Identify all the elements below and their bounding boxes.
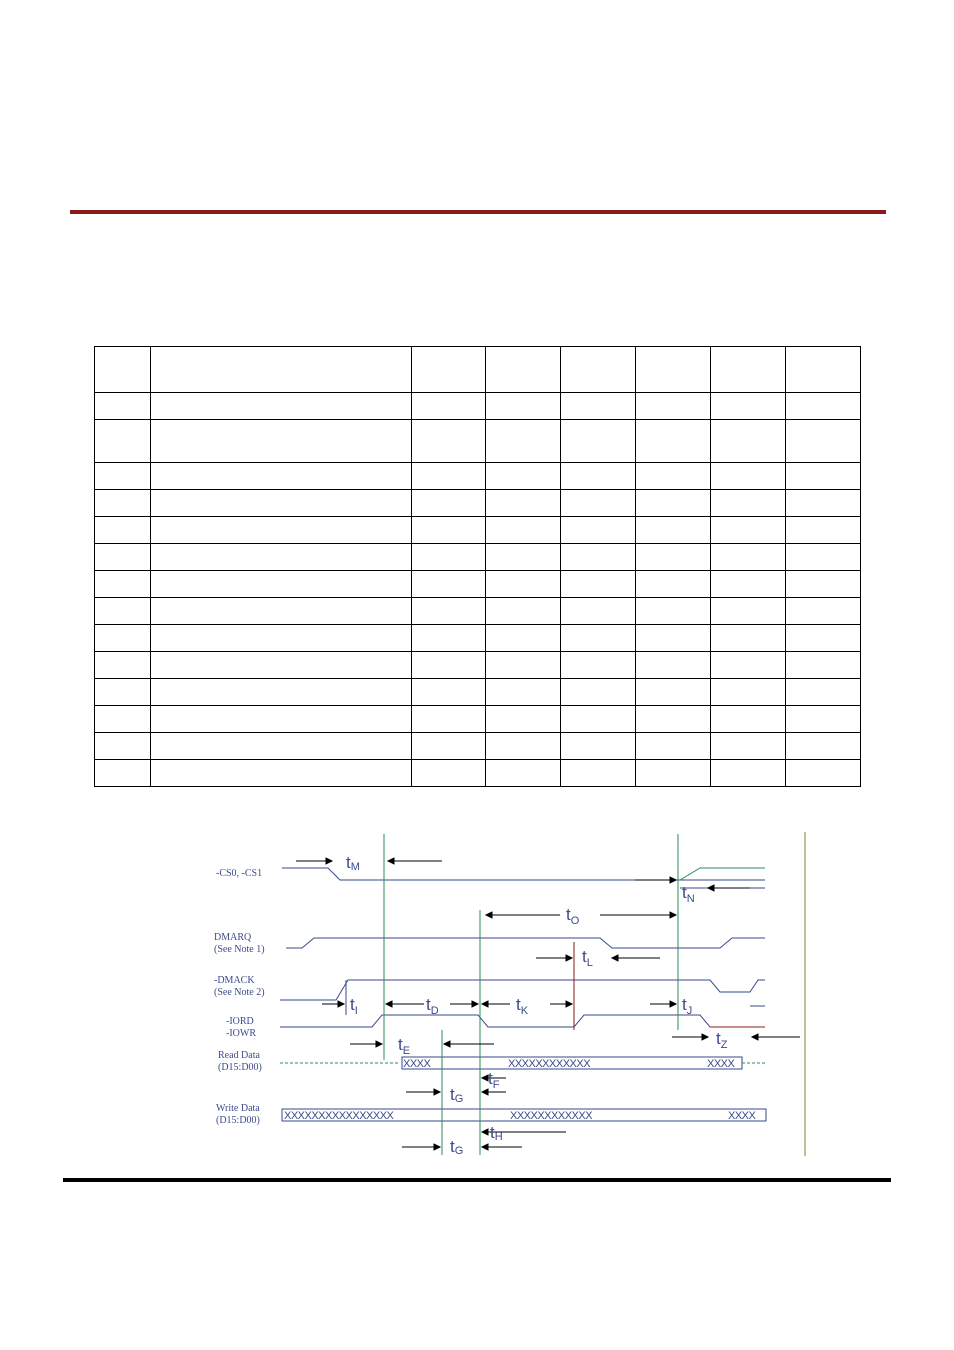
footer-rule bbox=[63, 1178, 891, 1182]
read-bus-transition-a: XXXX bbox=[403, 1058, 431, 1070]
timing-label-tn: $t_N$ bbox=[682, 883, 695, 905]
timing-label-tg-read: tG bbox=[450, 1085, 464, 1105]
timing-label-tk: $t_K$ bbox=[516, 995, 529, 1017]
timing-label-ti: $t_I$ bbox=[350, 995, 358, 1017]
timing-label-td: $t_D$ bbox=[426, 995, 439, 1017]
table-row bbox=[95, 733, 861, 760]
table-header-row bbox=[95, 347, 861, 393]
header-rule bbox=[70, 210, 886, 214]
signal-label-read-data: Read Data bbox=[218, 1050, 260, 1061]
signal-label-iord: -IORD bbox=[226, 1016, 254, 1027]
signal-note-dmarq: (See Note 1) bbox=[214, 944, 265, 955]
dma-timing-diagram bbox=[210, 830, 810, 1160]
table-row bbox=[95, 420, 861, 463]
write-bus-transition-c: XXXX bbox=[728, 1110, 756, 1122]
signal-label-dmarq: DMARQ bbox=[214, 932, 252, 943]
signal-label-write-data: Write Data bbox=[216, 1103, 260, 1114]
signal-label-cs: -CS0, -CS1 bbox=[216, 868, 263, 879]
write-bus-transition-b: XXXXXXXXXXXX bbox=[510, 1110, 593, 1122]
signal-note-dmack: (See Note 2) bbox=[214, 987, 265, 998]
timing-label-tj: $t_J$ bbox=[682, 995, 693, 1017]
timing-label-te: $t_E$ bbox=[398, 1035, 411, 1057]
read-bus-transition-c: XXXX bbox=[707, 1058, 735, 1070]
table-row bbox=[95, 760, 861, 787]
timing-label-to: $t_O$ bbox=[566, 905, 580, 927]
table-row bbox=[95, 625, 861, 652]
write-bus-transition-a: XXXXXXXXXXXXXXXX bbox=[284, 1110, 394, 1122]
table-row bbox=[95, 393, 861, 420]
signal-label-iowr: -IOWR bbox=[226, 1028, 256, 1039]
timing-label-tz: $t_Z$ bbox=[716, 1029, 728, 1051]
timing-label-tl: $t_L$ bbox=[582, 947, 593, 969]
timing-parameter-table bbox=[94, 346, 861, 787]
timing-label-tf: $t_F$ bbox=[488, 1069, 500, 1091]
table-row bbox=[95, 463, 861, 490]
table-row bbox=[95, 490, 861, 517]
table-row bbox=[95, 571, 861, 598]
signal-bus-read: (D15:D00) bbox=[218, 1062, 262, 1073]
table-row bbox=[95, 706, 861, 733]
table-row bbox=[95, 544, 861, 571]
signal-label-dmack: -DMACK bbox=[214, 975, 255, 986]
timing-label-th: tH bbox=[490, 1123, 503, 1143]
timing-label-tg-write: tG bbox=[450, 1137, 464, 1157]
signal-bus-write: (D15:D00) bbox=[216, 1115, 260, 1126]
table-row bbox=[95, 517, 861, 544]
table-row bbox=[95, 679, 861, 706]
table-row bbox=[95, 652, 861, 679]
read-bus-transition-b: XXXXXXXXXXXX bbox=[508, 1058, 591, 1070]
timing-label-tm: tM bbox=[346, 853, 360, 873]
table-row bbox=[95, 598, 861, 625]
